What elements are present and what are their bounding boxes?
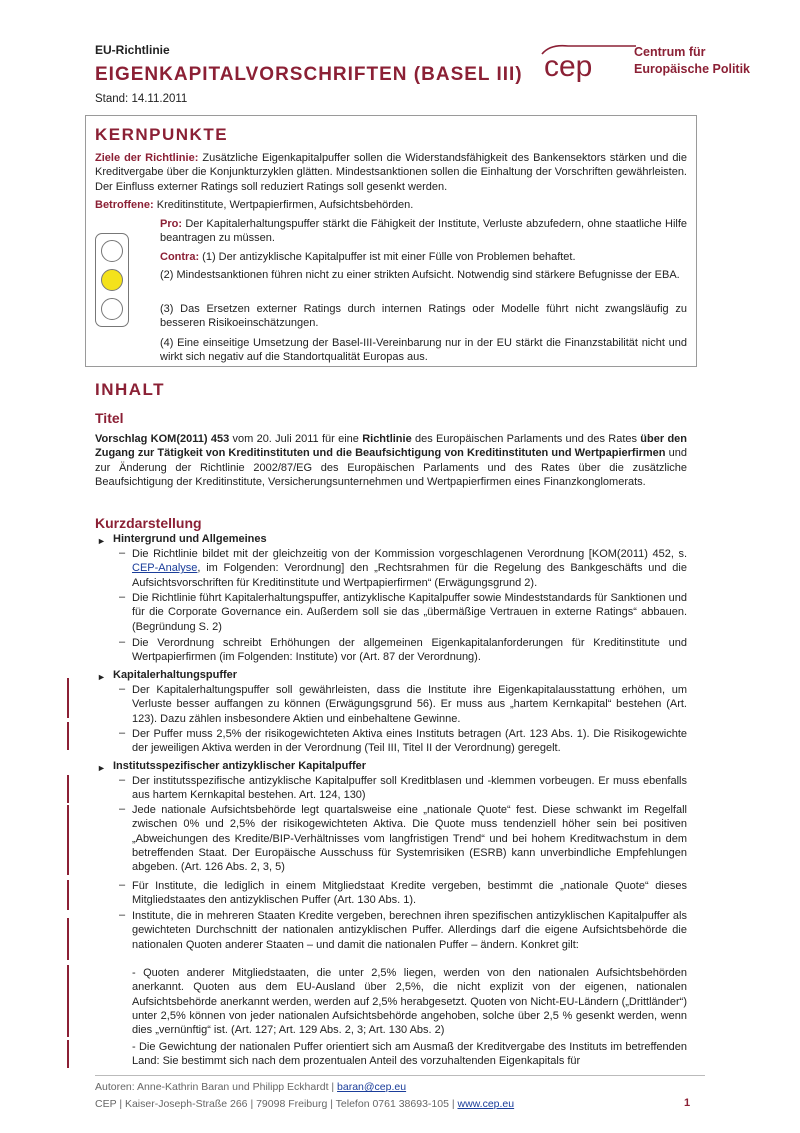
traffic-light-icon <box>95 233 129 327</box>
website-link[interactable]: www.cep.eu <box>457 1098 515 1110</box>
betroffene-label: Betroffene: <box>95 199 154 211</box>
titel-heading: Titel <box>95 410 124 426</box>
org-name-line2: Europäische Politik <box>634 62 751 76</box>
traffic-light-red-off <box>101 240 123 262</box>
titel-text-1: vom 20. Juli 2011 für eine <box>229 433 363 445</box>
kernpunkte-heading: KERNPUNKTE <box>95 125 229 144</box>
titel-kom: Vorschlag KOM(2011) 453 <box>95 433 230 445</box>
dash-icon: – <box>119 683 126 695</box>
betroffene-text: Kreditinstitute, Wertpapierfirmen, Aufsichtsbehörden. <box>156 199 414 211</box>
doc-title: EIGENKAPITALVORSCHRIFTEN (BASEL III) <box>95 64 523 85</box>
cep-analyse-link[interactable]: CEP-Analyse <box>132 562 198 575</box>
dash-icon: – <box>119 879 126 891</box>
contra-item-3: (3) Das Ersetzen externer Ratings durch internen Ratings oder Modelle führt nicht zwangsläufig zu besseren Risikoeinschätzungen. <box>160 303 687 330</box>
change-bar <box>67 880 69 910</box>
dash-icon: – <box>119 547 126 559</box>
change-bar <box>67 775 69 803</box>
ziele-paragraph <box>95 151 687 194</box>
betroffene-paragraph <box>95 198 687 212</box>
dash-icon: – <box>119 774 126 786</box>
s3-subbullet-1: - Quoten anderer Mitgliedstaaten, die unter 2,5% liegen, werden von den nationalen Aufsichtsbehörden anerkannt. Quoten aus dem EU-Ausland über 2,5%, die nicht explizit von der eigenen, nationalen Aufsichtsbehörde anerkannt werden, werden auf 2,5% herabgesetzt. Quoten von Nicht-EU-Ländern („Drittländer“) unter 2,5% können von jeder nationalen Aufsichtsbehörde angehoben, solche über 2,5 % gesenkt werden, wenn dies „vernünftig“ ist. (Art. 127; Art. 129 Abs. 2, 3; Art. 130 Abs. 2) <box>132 967 687 1037</box>
change-bar <box>67 1040 69 1068</box>
s1-bullet-3: Die Verordnung schreibt Erhöhungen der allgemeinen Eigenkapitalanforderungen für Kreditinstitute und Wertpapierfirmen (im Folgenden: Institute) vor (Art. 87 der Verordnung). <box>132 637 687 664</box>
s3-subbullet-2: - Die Gewichtung der nationalen Puffer orientiert sich am Ausmaß der Kreditvergabe des Instituts im betreffenden Land: Sie bestimmt sich nach dem prozentualen Anteil des vorzuhaltenden Eigenkapitals für <box>132 1041 687 1068</box>
footer-authors <box>95 1081 406 1093</box>
s2-bullet-1: Der Kapitalerhaltungspuffer soll gewährleisten, dass die Institute ihre Eigenkapitalausstattung erhöhen, um Verluste besser auffangen zu können (Erwägungsgrund 56). Er muss aus „hartem Kernkapital“ bestehen (Art. 123). Dazu zählen insbesondere Aktien und einbehaltene Gewinne. <box>132 684 687 725</box>
dash-icon: – <box>119 727 126 739</box>
section-arrow-icon: ► <box>97 672 106 682</box>
ziele-label: Ziele der Richtlinie: <box>95 152 199 164</box>
org-name <box>634 44 750 78</box>
section-title-antizyklischer-puffer: Institutsspezifischer antizyklischer Kapitalpuffer <box>113 760 367 772</box>
traffic-light-yellow-on <box>101 269 123 291</box>
pro-paragraph <box>160 217 687 246</box>
page-number: 1 <box>684 1097 691 1109</box>
change-bar <box>67 805 69 875</box>
cep-logo <box>540 40 640 90</box>
s3-bullet-1: Der institutsspezifische antizyklische Kapitalpuffer soll Kreditblasen und -klemmen vorbeugen. Er muss ebenfalls aus hartem Kernkapital bestehen. Art. 124, 130) <box>132 775 687 802</box>
dash-icon: – <box>119 591 126 603</box>
change-bar <box>67 918 69 960</box>
contra-item-2: (2) Mindestsanktionen führen nicht zu einer strikten Aufsicht. Notwendig sind stärkere Befugnisse der EBA. <box>160 269 680 281</box>
titel-paragraph <box>95 432 687 489</box>
footer-authors-text: Autoren: Anne-Kathrin Baran und Philipp Eckhardt | <box>95 1081 338 1093</box>
ziele-text: Zusätzliche Eigenkapitalpuffer sollen die Widerstandsfähigkeit des Bankensektors stärken und die Kreditvergabe über die Konjunkturzyklen glätten. Mindestsanktionen sollen die Einhaltung der Vorschriften gewährleisten. Der Einfluss externer Ratings soll reduziert Ratings soll gesenkt werden. <box>95 152 687 193</box>
change-bar <box>67 678 69 718</box>
s3-bullet-2: Jede nationale Aufsichtsbehörde legt quartalsweise eine „nationale Quote“ fest. Diese schwankt im Regelfall zwischen 0% und 2,5% der risikogewichteten Aktiva. Die Quote muss tendenziell höher sein bei positiven „Abweichungen des Kredite/BIP-Verhältnisses vom langfristigen Trend“ und bei hohem Kreditwachstum in dem betreffenden Staat. Der Europäische Ausschuss für Systemrisiken (ESRB) kann unverbindliche Empfehlungen abgeben. (Art. 126 Abs. 2, 3, 5) <box>132 804 687 874</box>
doc-type-label: EU-Richtlinie <box>95 43 170 57</box>
dash-icon: – <box>119 636 126 648</box>
s1-bullet-2: Die Richtlinie führt Kapitalerhaltungspuffer, antizyklische Kapitalpuffer sowie Mindeststandards für Sanktionen und für die Corporate Governance ein. Außerdem soll sie das „übermäßige Vertrauen in externe Ratings“ abbauen. (Begründung S. 2) <box>132 592 687 633</box>
section-title-kapitalerhaltungspuffer: Kapitalerhaltungspuffer <box>113 669 238 681</box>
section-title-hintergrund: Hintergrund und Allgemeines <box>113 533 267 545</box>
footer-address <box>95 1098 514 1110</box>
contra-label: Contra: <box>160 251 200 263</box>
author-email-link[interactable]: baran@cep.eu <box>337 1081 407 1093</box>
footer-address-text: CEP | Kaiser-Joseph-Straße 266 | 79098 Freiburg | Telefon 0761 38693-105 | <box>95 1098 458 1110</box>
s1-bullet-1b: , im Folgenden: Verordnung] den „Rechtsrahmen für die Regelung des Bankgeschäfts und die Aufsichtsvorschriften für Kreditinstitute und Wertpapierfirmen“ (Erwägungsgrund 2). <box>132 562 687 589</box>
contra-item-1: (1) Der antizyklische Kapitalpuffer ist mit einer Fülle von Problemen behaftet. <box>202 251 576 263</box>
logo-text: cep <box>544 50 593 83</box>
inhalt-heading: INHALT <box>95 380 166 399</box>
s1-bullet-1 <box>132 547 687 590</box>
kurzdarstellung-heading: Kurzdarstellung <box>95 515 202 531</box>
change-bar <box>67 722 69 750</box>
change-bar <box>67 965 69 1037</box>
titel-subject: über den Zugang zur Tätigkeit von Kreditinstituten und die Beaufsichtigung von Kreditinstituten und Wertpapierfirmen <box>95 433 687 460</box>
pro-text: Der Kapitalerhaltungspuffer stärkt die Fähigkeit der Institute, Verluste abzufedern, ohne staatliche Hilfe beantragen zu müssen. <box>160 218 687 245</box>
contra-paragraph <box>160 250 687 264</box>
titel-richtlinie: Richtlinie <box>362 433 412 445</box>
pro-label: Pro: <box>160 218 182 230</box>
doc-date: Stand: 14.11.2011 <box>95 93 188 105</box>
titel-text-2: des Europäischen Parlaments und des Rates <box>411 433 641 445</box>
s3-bullet-3: Für Institute, die lediglich in einem Mitgliedstaat Kredite vergeben, bestimmt die „nationale Quote“ dieses Mitgliedstaates den antizyklischen Puffer (Art. 130 Abs. 1). <box>132 880 687 907</box>
section-arrow-icon: ► <box>97 763 106 773</box>
s3-bullet-4: Institute, die in mehreren Staaten Kredite vergeben, berechnen ihren spezifischen antizyklischen Kapitalpuffer als gewichteten Durchschnitt der nationalen antizyklischen Puffer. Allerdings darf die eigene Aufsichtsbehörde die nationalen Quoten anderer Staaten – und damit die nationalen Puffer – ändern. Konkret gilt: <box>132 910 687 951</box>
s2-bullet-2: Der Puffer muss 2,5% der risikogewichteten Aktiva eines Instituts betragen (Art. 123 Abs. 1). Die Risikogewichte der jeweiligen Aktiva werden in der Verordnung (Teil III, Titel II der Verordnung) geregelt. <box>132 728 687 755</box>
org-name-line1: Centrum für <box>634 45 706 59</box>
footer-divider <box>95 1075 705 1076</box>
dash-icon: – <box>119 909 126 921</box>
traffic-light-green-off <box>101 298 123 320</box>
s1-bullet-1a: Die Richtlinie bildet mit der gleichzeitig von der Kommission vorgeschlagenen Verordnung [KOM(2011) 452, s. <box>132 548 687 560</box>
section-arrow-icon: ► <box>97 536 106 546</box>
dash-icon: – <box>119 803 126 815</box>
contra-item-4: (4) Eine einseitige Umsetzung der Basel-III-Vereinbarung nur in der EU stärkt die Finanzstabilität nicht und wirkt sich negativ auf die Standortqualität Europas aus. <box>160 337 687 364</box>
titel-text-3: und zur Änderung der Richtlinie 2002/87/EG des Europäischen Parlaments und des Rates über die zusätzliche Beaufsichtigung der Kreditinstitute, Versicherungsunternehmen und Wertpapierfirmen eines Finanzkonglomerats. <box>95 447 687 488</box>
